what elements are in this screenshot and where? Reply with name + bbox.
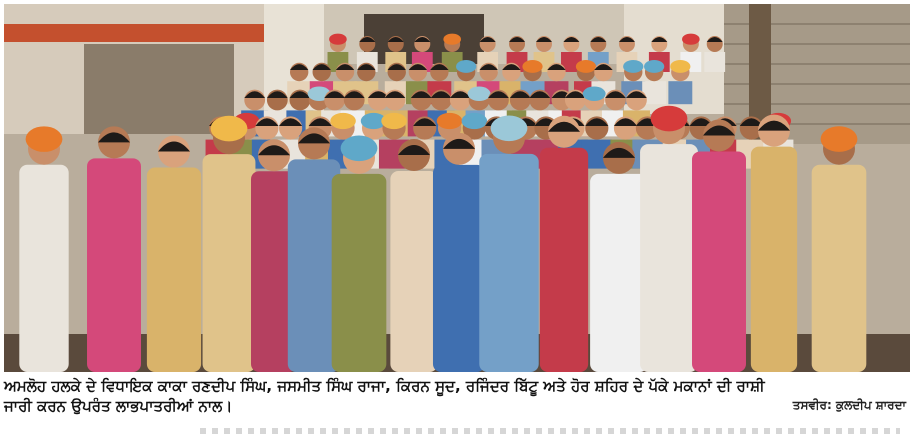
photo-caption — [4, 376, 910, 416]
group-photo-illustration — [4, 4, 910, 372]
photo-credit: ਤਸਵੀਰ: ਕੁਲਦੀਪ ਸ਼ਾਰਦਾ — [792, 398, 906, 412]
next-article-edge — [200, 428, 900, 434]
caption-line-1: ਅਮਲੋਹ ਹਲਕੇ ਦੇ ਵਿਧਾਇਕ ਕਾਕਾ ਰਣਦੀਪ ਸਿੰਘ, ਜਸਮੀਤ ਸਿੰਘ ਰਾਜਾ, ਕਿਰਨ ਸੂਦ, ਰਜਿੰਦਰ ਬਿੱਟੂ ਅਤੇ ਹੋਰ ਸ਼ਹਿਰ ਦੇ ਪੱਕੇ ਮਕਾਨਾਂ ਦੀ ਰਾਸ਼ੀ — [4, 377, 765, 395]
shop-sign-left — [4, 24, 264, 42]
caption-line-2: ਜਾਰੀ ਕਰਨ ਉਪਰੰਤ ਲਾਭਪਾਤਰੀਆਂ ਨਾਲ। — [4, 397, 233, 415]
news-photo — [4, 4, 910, 372]
